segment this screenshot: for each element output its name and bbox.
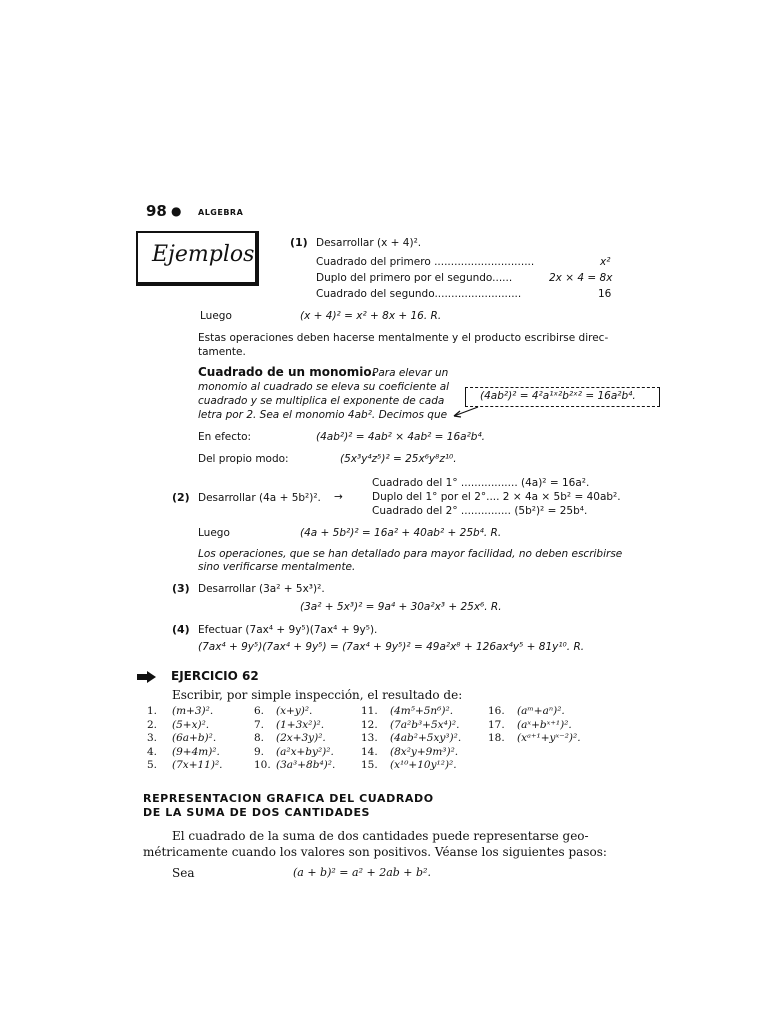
example-2-task: Desarrollar (4a + 5b²)².: [198, 492, 321, 504]
boxed-formula: (4ab²)² = 4²a¹ˣ²b²ˣ² = 16a²b⁴.: [480, 390, 636, 402]
example-3-result: (3a² + 5x³)² = 9a⁴ + 30a²x³ + 25x⁶. R.: [300, 601, 502, 613]
exercise-item-number: 14.: [361, 745, 378, 758]
exercise-item-number: 8.: [254, 732, 265, 744]
example-1-number: (1): [290, 236, 308, 249]
ejemplos-label: Ejemplos: [152, 242, 255, 267]
monomio-line-2: monomio al cuadrado se eleva su coeficiente al: [198, 381, 450, 393]
exercise-item-number: 17.: [488, 718, 505, 731]
example-1-task: Desarrollar (x + 4)².: [316, 237, 422, 249]
section-title-line-1: REPRESENTACION GRAFICA DEL CUADRADO: [143, 792, 434, 805]
boxed-formula-frame: [465, 387, 660, 407]
exercise-item-expression: (x+y)².: [276, 705, 313, 717]
example-1-result: (x + 4)² = x² + 8x + 16. R.: [300, 310, 442, 322]
exercise-item-expression: (1+3x²)².: [276, 718, 325, 731]
exercise-item-number: 11.: [361, 705, 378, 717]
note-1-line-1: Estas operaciones deben hacerse mentalmente y el producto escribirse direc-: [198, 332, 609, 344]
exercise-arrow-icon: [137, 671, 157, 683]
exercise-item-number: 4.: [147, 745, 158, 758]
section-title-line-2: DE LA SUMA DE DOS CANTIDADES: [143, 806, 371, 819]
example-2-row-2: Duplo del 1° por el 2°.... 2 × 4a × 5b² = 40ab².: [372, 491, 621, 503]
exercise-item-expression: (aᵐ+aⁿ)².: [517, 705, 565, 717]
exercise-item-expression: (xᵃ⁺¹+yˣ⁻²)².: [517, 732, 581, 744]
exercise-item-expression: (a²x+by²)².: [276, 745, 334, 758]
exercise-item-expression: (5+x)².: [172, 718, 210, 731]
exercise-item-expression: (2x+3y)².: [276, 732, 326, 744]
note-2-line-1: Los operaciones, que se han detallado para mayor facilidad, no deben escribirse: [198, 548, 623, 560]
example-3-task: Desarrollar (3a² + 5x³)².: [198, 583, 325, 595]
exercise-item-expression: (6a+b)².: [172, 732, 217, 744]
example-2-number: (2): [172, 491, 190, 504]
example-1-row-2-value: 2x × 4 = 8x: [549, 272, 613, 284]
exercise-item-number: 5.: [147, 759, 158, 771]
example-2-row-1: Cuadrado del 1° ................. (4a)² = 16a².: [372, 477, 590, 489]
example-2-row-3: Cuadrado del 2° ............... (5b²)² = 25b⁴.: [372, 505, 588, 517]
example-4-result: (7ax⁴ + 9y⁵)(7ax⁴ + 9y⁵) = (7ax⁴ + 9y⁵)² = 49a²x⁸ + 126ax⁴y⁵ + 81y¹⁰. R.: [198, 641, 585, 653]
exercise-item-expression: (4ab²+5xy³)².: [390, 732, 462, 744]
exercise-item-number: 16.: [488, 705, 505, 717]
exercise-item-number: 6.: [254, 705, 265, 717]
monomio-title: Cuadrado de un monomio.: [198, 365, 377, 379]
example-4-task: Efectuar (7ax⁴ + 9y⁵)(7ax⁴ + 9y⁵).: [198, 624, 378, 636]
exercise-item-expression: (3a³+8b⁴)².: [276, 759, 336, 771]
exercise-item-expression: (9+4m)².: [172, 745, 220, 758]
efecto-formula: (4ab²)² = 4ab² × 4ab² = 16a²b⁴.: [316, 431, 486, 443]
exercise-item-expression: (7a²b³+5x⁴)².: [390, 718, 460, 731]
exercise-item-number: 13.: [361, 732, 378, 744]
ejemplos-label-box: [136, 231, 259, 286]
monomio-line-4: letra por 2. Sea el monomio 4ab². Decimos que: [198, 409, 448, 421]
exercise-item-expression: (m+3)².: [172, 705, 214, 717]
exercise-item-number: 9.: [254, 745, 265, 758]
monomio-line-1-rest: Para elevar un: [372, 367, 449, 379]
exercise-title: EJERCICIO 62: [171, 669, 259, 683]
page-number: 98: [146, 202, 167, 220]
section-paragraph-line-1: El cuadrado de la suma de dos cantidades puede representarse geo-: [172, 829, 589, 843]
monomio-line-3: cuadrado y se multiplica el exponente de cada: [198, 395, 445, 407]
exercise-item-expression: (aˣ+bˣ⁺¹)².: [517, 718, 572, 731]
exercise-item-number: 10.: [254, 759, 271, 771]
propio-formula: (5x³y⁴z⁵)² = 25x⁶y⁸z¹⁰.: [340, 453, 457, 465]
exercise-item-expression: (8x²y+9m³)².: [390, 745, 459, 758]
exercise-item-number: 7.: [254, 718, 265, 731]
exercise-item-expression: (x¹⁰+10y¹²)².: [390, 759, 457, 771]
exercise-instruction: Escribir, por simple inspección, el resultado de:: [172, 688, 463, 702]
propio-label: Del propio modo:: [198, 453, 289, 465]
exercise-item-number: 12.: [361, 718, 378, 731]
example-3-number: (3): [172, 582, 190, 595]
example-1-row-3-value: 16: [598, 288, 612, 300]
example-1-row-2-label: Duplo del primero por el segundo......: [316, 272, 513, 284]
exercise-item-number: 3.: [147, 732, 158, 744]
example-4-number: (4): [172, 623, 190, 636]
example-2-luego: Luego: [198, 527, 230, 539]
example-2-arrow: →: [334, 491, 343, 503]
sea-formula: (a + b)² = a² + 2ab + b².: [293, 866, 431, 879]
exercise-item-number: 18.: [488, 732, 505, 744]
sea-label: Sea: [172, 866, 195, 880]
exercise-item-number: 15.: [361, 759, 378, 771]
note-2-line-2: sino verificarse mentalmente.: [198, 561, 356, 573]
example-2-result: (4a + 5b²)² = 16a² + 40ab² + 25b⁴. R.: [300, 527, 502, 539]
exercise-item-number: 2.: [147, 718, 158, 731]
efecto-label: En efecto:: [198, 431, 252, 443]
example-1-row-1-label: Cuadrado del primero ..............................: [316, 256, 535, 268]
header-bullet: ●: [171, 204, 182, 218]
note-1-line-2: tamente.: [198, 346, 246, 358]
exercise-item-expression: (4m⁵+5n⁶)².: [390, 705, 454, 717]
example-1-luego: Luego: [200, 310, 232, 322]
section-paragraph-line-2: métricamente cuando los valores son positivos. Véanse los siguientes pasos:: [143, 845, 607, 859]
exercise-item-number: 1.: [147, 705, 158, 717]
example-1-row-1-value: x²: [600, 256, 611, 268]
running-title: ALGEBRA: [198, 208, 244, 217]
exercise-item-expression: (7x+11)².: [172, 759, 223, 771]
example-1-row-3-label: Cuadrado del segundo..........................: [316, 288, 522, 300]
